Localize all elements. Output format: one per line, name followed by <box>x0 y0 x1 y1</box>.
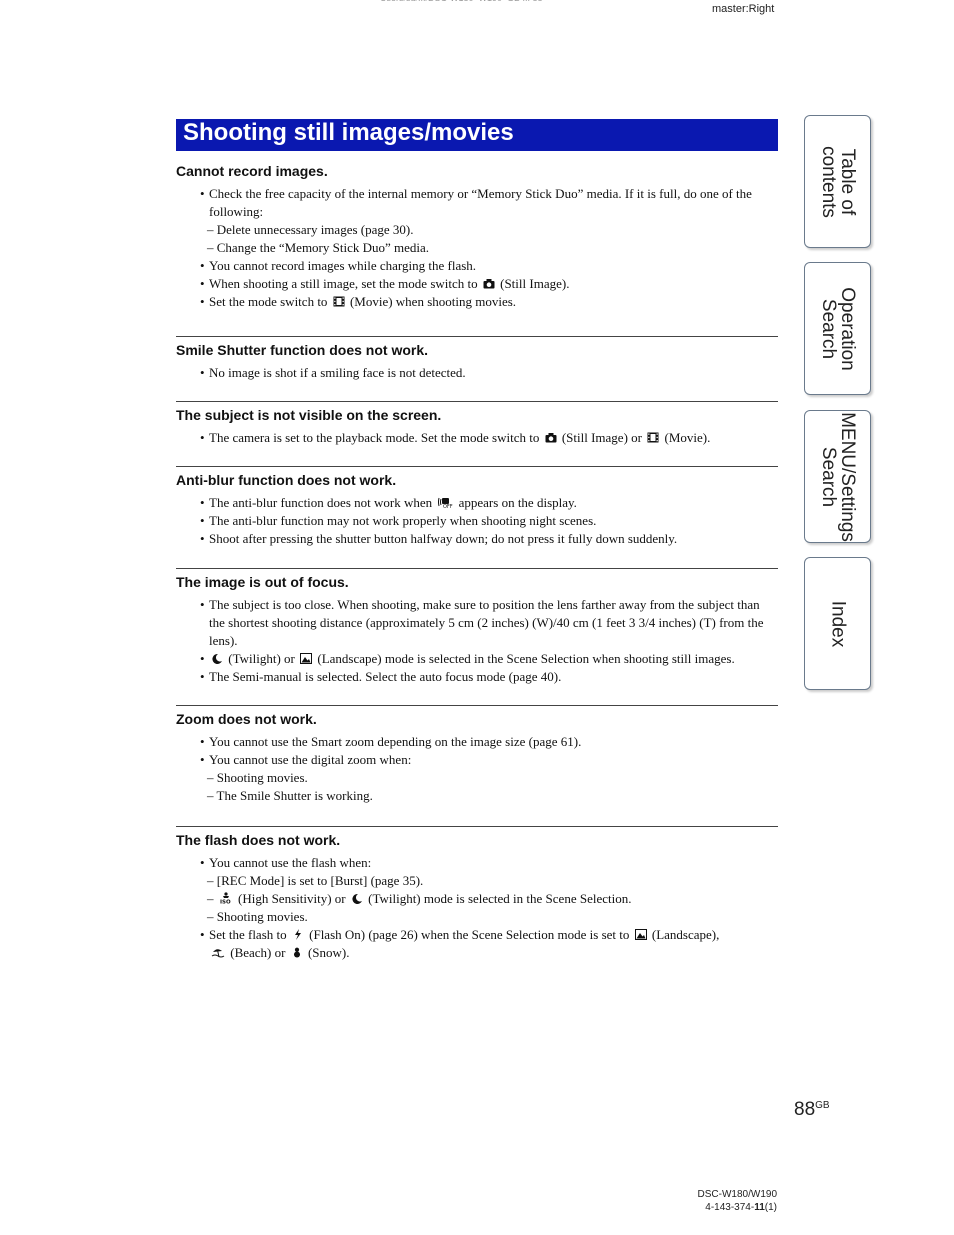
beach-icon <box>211 946 225 958</box>
list-item: – Delete unnecessary images (page 30). <box>207 222 414 237</box>
section-heading: The subject is not visible on the screen. <box>176 407 442 423</box>
list-item: • You cannot record images while charging the flash. <box>176 257 778 275</box>
product-code: 4-143-374-11(1) <box>705 1202 777 1213</box>
tab-table-of-contents[interactable] <box>804 115 871 248</box>
section-out-of-focus <box>176 568 778 686</box>
list-item: – Shooting movies. <box>207 909 308 924</box>
list-item: • You cannot use the digital zoom when: <box>176 751 778 769</box>
list-item: • Set the mode switch to (Movie) when shooting movies. <box>176 293 778 311</box>
page-title: Shooting still images/movies <box>183 119 514 146</box>
list-item: – (High Sensitivity) or (Twilight) mode is selected in the Scene Selection. <box>207 891 632 906</box>
list-item: • Shoot after pressing the shutter button halfway down; do not press it fully down suddenly. <box>176 530 778 548</box>
model-number: DSC-W180/W190 <box>697 1189 777 1200</box>
section-subject-not-visible <box>176 401 778 447</box>
anti-blur-icon <box>437 496 453 508</box>
snow-icon <box>291 947 303 958</box>
page-title-banner <box>176 119 778 151</box>
list-item: • The anti-blur function does not work when appears on the display. <box>176 494 778 512</box>
master-tag: master:Right <box>712 3 775 15</box>
section-zoom <box>176 705 778 805</box>
trimmed-header-text <box>380 0 700 1</box>
tab-operation-search[interactable] <box>804 262 871 395</box>
tab-label: Table of contents <box>817 145 858 218</box>
tab-menu-settings-search[interactable] <box>804 410 871 543</box>
landscape-icon <box>635 929 647 940</box>
list-item: • Check the free capacity of the internal memory or “Memory Stick Duo” media. If it is full, do one of the following: <box>176 185 778 221</box>
flash-icon <box>292 929 304 940</box>
list-item: • Set the flash to (Flash On) (page 26) when the Scene Selection mode is set to (Landscape), (Beach) or (Snow). <box>176 926 778 962</box>
section-smile-shutter <box>176 336 778 382</box>
section-heading: The flash does not work. <box>176 832 341 848</box>
movie-icon <box>647 432 659 443</box>
section-heading: The image is out of focus. <box>176 574 349 590</box>
section-heading: Zoom does not work. <box>176 711 317 727</box>
list-item: • The camera is set to the playback mode. Set the mode switch to (Still Image) or (Movie). <box>176 429 778 447</box>
tab-label: MENU/Settings Search <box>817 411 858 542</box>
camera-icon <box>545 432 557 443</box>
tab-label: Index <box>827 600 848 647</box>
section-heading: Anti-blur function does not work. <box>176 472 397 488</box>
movie-icon <box>333 296 345 307</box>
section-cannot-record <box>176 163 778 311</box>
list-item: • No image is shot if a smiling face is not detected. <box>176 364 778 382</box>
list-item: – [REC Mode] is set to [Burst] (page 35). <box>207 873 424 888</box>
twilight-icon <box>351 893 363 904</box>
list-item: • (Twilight) or (Landscape) mode is selected in the Scene Selection when shooting still images. <box>176 650 778 668</box>
tab-label: Operation Search <box>817 286 858 371</box>
list-item: • You cannot use the flash when: <box>176 854 778 872</box>
camera-icon <box>483 278 495 289</box>
section-heading: Smile Shutter function does not work. <box>176 342 429 358</box>
section-anti-blur <box>176 466 778 548</box>
list-item: • The subject is too close. When shooting, make sure to position the lens farther away from the subject than the shortest shooting distance (approximately 5 cm (2 inches) (W)/40 cm (1 feet 3 3/4 inches) (T) from the lens). <box>176 596 778 650</box>
footer-model-info <box>698 1188 777 1214</box>
tab-index[interactable] <box>804 557 871 690</box>
list-item: • When shooting a still image, set the mode switch to (Still Image). <box>176 275 778 293</box>
twilight-icon <box>211 653 223 664</box>
list-item: • You cannot use the Smart zoom depending on the image size (page 61). <box>176 733 778 751</box>
list-item: – Change the “Memory Stick Duo” media. <box>207 240 430 255</box>
list-item: • The Semi-manual is selected. Select the auto focus mode (page 40). <box>176 668 778 686</box>
list-item: • The anti-blur function may not work properly when shooting night scenes. <box>176 512 778 530</box>
section-heading: Cannot record images. <box>176 163 328 179</box>
list-item: – Shooting movies. <box>207 770 308 785</box>
section-flash <box>176 826 778 962</box>
page-number: $88^{GB}$ <box>794 1099 830 1120</box>
page-suffix: GB <box>815 1100 830 1111</box>
high-sensitivity-icon <box>219 892 233 904</box>
landscape-icon <box>300 653 312 664</box>
list-item: – The Smile Shutter is working. <box>207 788 373 803</box>
